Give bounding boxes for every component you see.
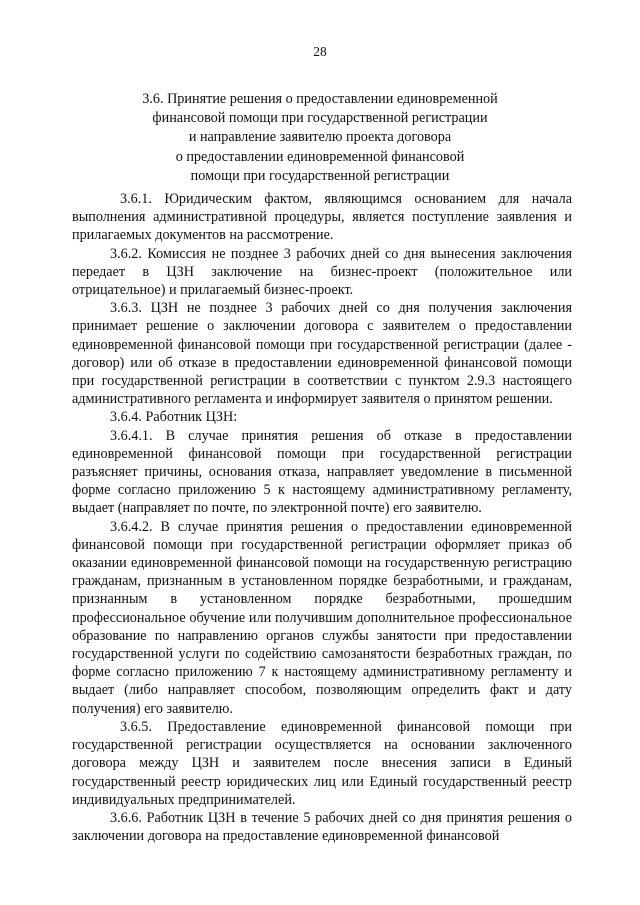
paragraph-3-6-2: 3.6.2. Комиссия не позднее 3 рабочих дней со дня вынесения заключения передает в ЦЗН заключение на бизнес-проект (положительное или отрицательное) и прилагаемый бизнес-проект.	[72, 245, 572, 299]
paragraph-3-6-3: 3.6.3. ЦЗН не позднее 3 рабочих дней со дня получения заключения принимает решение о заключении договора с заявителем о предоставлении единовременной финансовой помощи при государственной регистрации (далее - договор) или об отказе в предоставлении единовременной финансовой помощи при государственной регистрации в соответствии с пунктом 2.9.3 настоящего административного регламента и информирует заявителя о принятом решении.	[72, 300, 572, 408]
heading-line: 3.6. Принятие решения о предоставлении единовременной	[142, 91, 498, 107]
section-heading	[72, 90, 568, 186]
paragraph-3-6-5: 3.6.5. Предоставление единовременной финансовой помощи при государственной регистрации осуществляется на основании заключенного договора между ЦЗН и заявителем после внесения записи в Единый государственный реестр юридических лиц или Единый государственный реестр индивидуальных предпринимателей.	[72, 718, 572, 808]
paragraph-3-6-1: 3.6.1. Юридическим фактом, являющимся основанием для начала выполнения административной процедуры, является поступление заявления и прилагаемых документов на рассмотрение.	[72, 191, 572, 244]
heading-line: помощи при государственной регистрации	[190, 167, 450, 184]
paragraph-3-6-4-1: 3.6.4.1. В случае принятия решения об отказе в предоставлении единовременной финансовой помощи при государственной регистрации разъясняет причины, основания отказа, направляет уведомление в письменной форме согласно приложению 5 к настоящему административному регламенту, выдает (направляет по почте, по электронной почте) его заявителю.	[72, 427, 572, 517]
paragraph-3-6-6: 3.6.6. Работник ЦЗН в течение 5 рабочих дней со дня принятия решения о заключении договора на предоставление единовременной финансовой	[72, 809, 572, 845]
heading-line: о предоставлении единовременной финансовой	[175, 148, 465, 165]
paragraph-3-6-4: 3.6.4. Работник ЦЗН:	[110, 409, 238, 426]
page-number: 28	[313, 44, 327, 59]
body-text	[72, 190, 572, 845]
heading-line: и направление заявителю проекта договора	[188, 129, 452, 146]
paragraph-3-6-4-2: 3.6.4.2. В случае принятия решения о предоставлении единовременной финансовой помощи при государственной регистрации оформляет приказ об оказании единовременной финансовой помощи на государственную регистрацию гражданам, признанным в установленном порядке безработными, и гражданам, признанным в установленном порядке безработными, прошедшим профессиональное обучение или получившим дополнительное профессиональное образование по направлению органов службы занятости при предоставлении государственной услуги по содействию самозанятости безработных граждан, по форме согласно приложению 7 к настоящему административному регламенту и выдает (либо направляет способом, позволяющим определить факт и дату получения) его заявителю.	[72, 518, 572, 717]
heading-line: финансовой помощи при государственной регистрации	[152, 110, 488, 127]
